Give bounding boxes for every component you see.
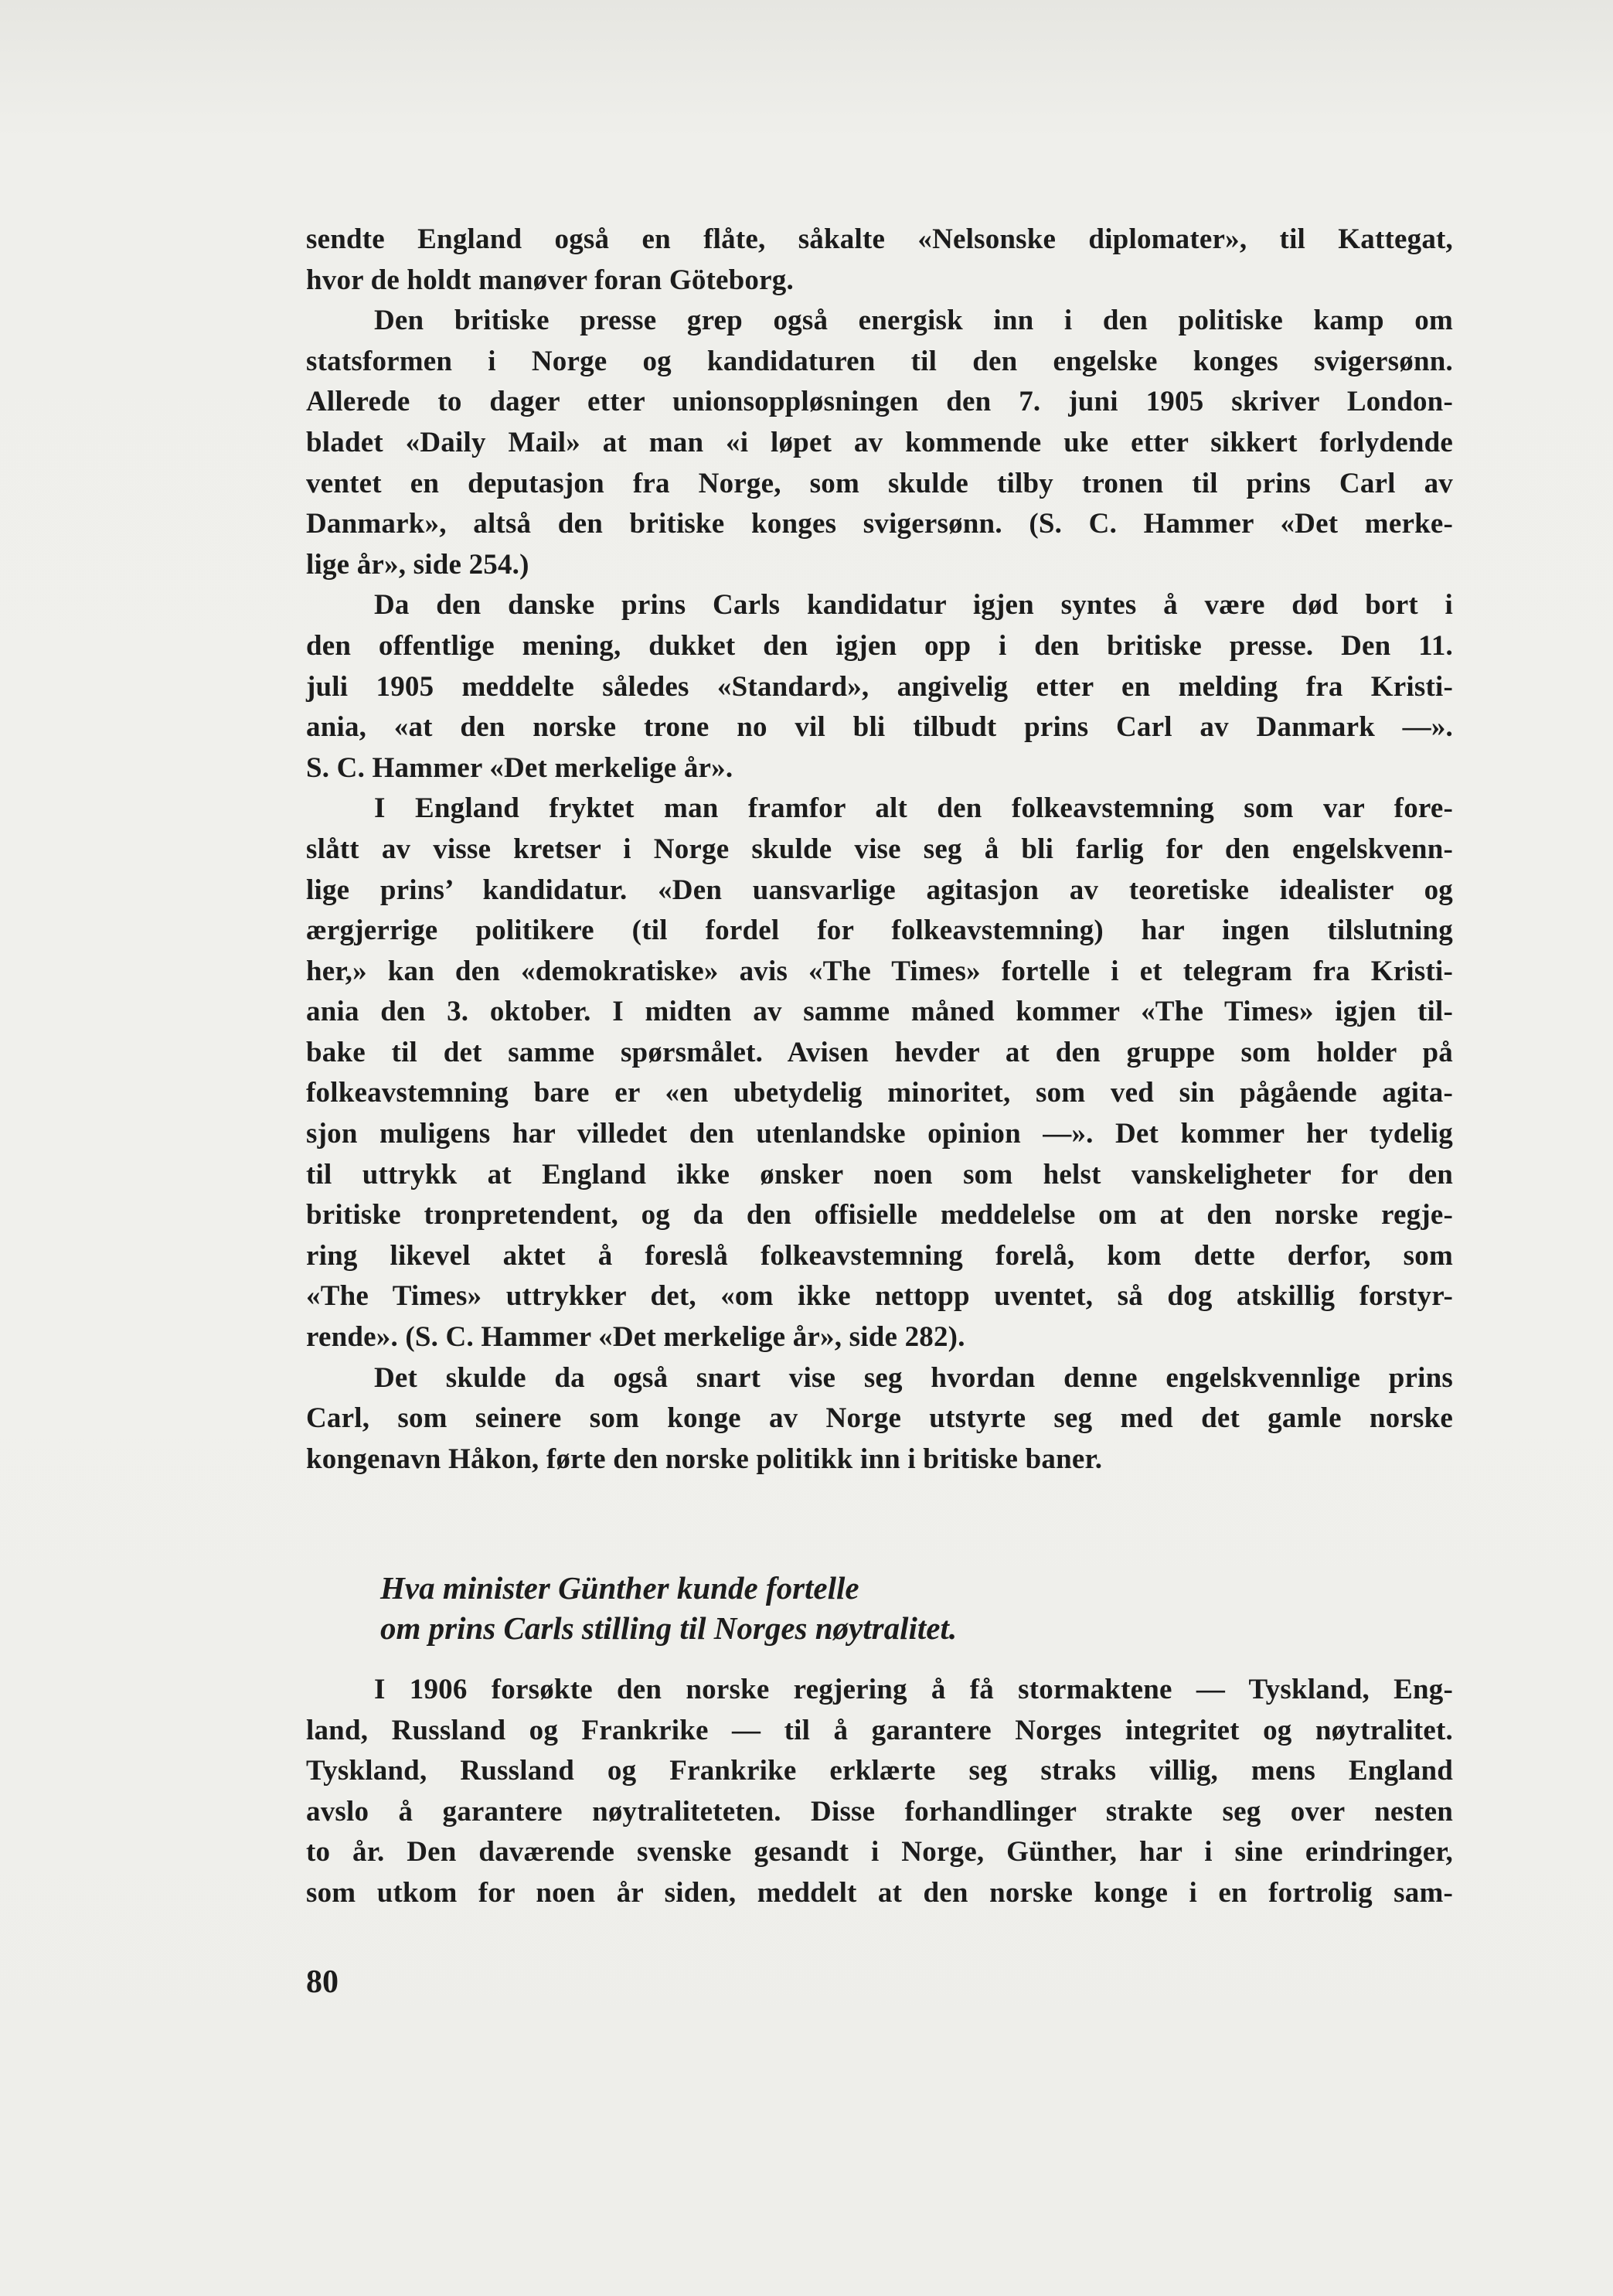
- text-line: folkeavstemning bare er «en ubetydelig minoritet, som ved sin pågående agita-: [306, 1077, 1453, 1109]
- text-line: britiske tronpretendent, og da den offisielle meddelelse om at den norske regje-: [306, 1199, 1453, 1231]
- text-line: Carl, som seinere som konge av Norge utstyrte seg med det gamle norske: [306, 1402, 1453, 1435]
- section-heading: [380, 1568, 1385, 1648]
- text-line: sjon muligens har villedet den utenlandske opinion —». Det kommer her tydelig: [306, 1118, 1453, 1150]
- text-line: ring likevel aktet å foreslå folkeavstemning forelå, kom dette derfor, som: [306, 1239, 1453, 1272]
- text-line: som utkom for noen år siden, meddelt at den norske konge i en fortrolig sam-: [306, 1876, 1453, 1909]
- text-line: Danmark», altså den britiske konges svigersønn. (S. C. Hammer «Det merke-: [306, 508, 1453, 540]
- text-line: Det skulde da også snart vise seg hvordan denne engelskvennlige prins: [374, 1361, 1453, 1394]
- text-line: ventet en deputasjon fra Norge, som skulde tilby tronen til prins Carl av: [306, 467, 1453, 499]
- text-line: ærgjerrige politikere (til fordel for folkeavstemning) har ingen tilslutning: [306, 915, 1453, 947]
- text-line: «The Times» uttrykker det, «om ikke nettopp uventet, så dog atskillig forstyr-: [306, 1280, 1453, 1313]
- text-line: lige prins’ kandidatur. «Den uansvarlige agitasjon av teoretiske idealister og: [306, 874, 1453, 906]
- text-line: her,» kan den «demokratiske» avis «The Times» fortelle i et telegram fra Kristi-: [306, 955, 1453, 987]
- text-line: den offentlige mening, dukket den igjen opp i den britiske presse. Den 11.: [306, 629, 1453, 662]
- page-number: 80: [306, 1964, 339, 2000]
- text-line: avslo å garantere nøytraliteteten. Disse forhandlinger strakte seg over nesten: [306, 1795, 1453, 1828]
- body-text-bottom: [306, 1670, 1453, 1914]
- section-heading-line-2: om prins Carls stilling til Norges nøytralitet.: [380, 1610, 958, 1646]
- text-line: juli 1905 meddelte således «Standard», angivelig etter en melding fra Kristi-: [306, 670, 1453, 703]
- text-line: sendte England også en flåte, såkalte «Nelsonske diplomater», til Kattegat,: [306, 223, 1453, 255]
- text-line: kongenavn Håkon, førte den norske politikk inn i britiske baner.: [306, 1443, 1103, 1475]
- text-line: ania, «at den norske trone no vil bli tilbudt prins Carl av Danmark —».: [306, 711, 1453, 744]
- text-line: hvor de holdt manøver foran Göteborg.: [306, 264, 794, 296]
- text-line: lige år», side 254.): [306, 548, 529, 581]
- text-line: I England fryktet man framfor alt den folkeavstemning som var fore-: [374, 792, 1453, 825]
- text-line: Da den danske prins Carls kandidatur igjen syntes å være død bort i: [374, 589, 1453, 622]
- text-line: land, Russland og Frankrike — til å garantere Norges integritet og nøytralitet.: [306, 1714, 1453, 1746]
- text-line: bake til det samme spørsmålet. Avisen hevder at den gruppe som holder på: [306, 1036, 1453, 1068]
- text-line: Den britiske presse grep også energisk inn i den politiske kamp om: [374, 305, 1453, 337]
- body-text-top: [306, 220, 1453, 1480]
- text-line: S. C. Hammer «Det merkelige år».: [306, 751, 733, 784]
- text-line: slått av visse kretser i Norge skulde vise seg å bli farlig for den engelskvenn-: [306, 833, 1453, 865]
- text-line: I 1906 forsøkte den norske regjering å få stormaktene — Tyskland, Eng-: [374, 1674, 1453, 1705]
- text-line: Allerede to dager etter unionsoppløsningen den 7. juni 1905 skriver London-: [306, 386, 1453, 418]
- section-heading-line-1: Hva minister Günther kunde fortelle: [380, 1570, 859, 1606]
- text-line: rende». (S. C. Hammer «Det merkelige år», side 282).: [306, 1321, 965, 1354]
- text-line: to år. Den daværende svenske gesandt i Norge, Günther, har i sine erindringer,: [306, 1836, 1453, 1868]
- text-line: Tyskland, Russland og Frankrike erklærte seg straks villig, mens England: [306, 1755, 1453, 1787]
- text-line: til uttrykk at England ikke ønsker noen som helst vanskeligheter for den: [306, 1158, 1453, 1191]
- text-line: ania den 3. oktober. I midten av samme måned kommer «The Times» igjen til-: [306, 996, 1453, 1028]
- text-line: statsformen i Norge og kandidaturen til den engelske konges svigersønn.: [306, 345, 1453, 377]
- text-line: bladet «Daily Mail» at man «i løpet av kommende uke etter sikkert forlydende: [306, 426, 1453, 458]
